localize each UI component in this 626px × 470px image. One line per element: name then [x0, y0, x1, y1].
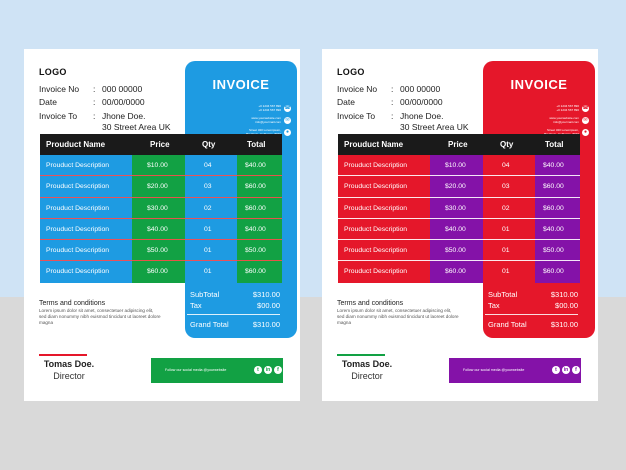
table-header: [40, 134, 282, 155]
invoice-to-name: Jhone Doe.: [102, 111, 146, 121]
mail-icon: ✉: [583, 117, 588, 124]
row-total: $60.00: [543, 204, 564, 212]
invoice-number-value: 000 00000: [102, 84, 143, 94]
terms-heading: Terms and conditions: [39, 300, 106, 307]
contact-phone: [185, 105, 291, 112]
phone-icon: ☎: [284, 105, 291, 112]
row-description: Prouduct Description: [344, 247, 408, 255]
row-total: $60.00: [245, 183, 266, 191]
twitter-icon[interactable]: t: [254, 366, 262, 374]
row-price: $20.00: [147, 183, 168, 191]
row-description: Prouduct Description: [344, 268, 408, 276]
row-description: Prouduct Description: [46, 225, 110, 233]
signature-line: [39, 354, 87, 356]
row-description: Prouduct Description: [46, 183, 110, 191]
table-row: [40, 240, 282, 261]
tax-label: Tax: [190, 301, 202, 310]
linkedin-icon[interactable]: in: [563, 367, 569, 373]
date-value: 00/00/0000: [102, 97, 145, 107]
summary-divider: [187, 314, 280, 315]
row-description: Prouduct Description: [344, 162, 408, 169]
row-description: Prouduct Description: [344, 183, 408, 191]
signer-role: Director: [53, 371, 85, 381]
subtotal-label: SubTotal: [488, 290, 518, 299]
date-value: 00/00/0000: [400, 97, 443, 107]
table-row: [338, 198, 580, 219]
colon: :: [93, 84, 96, 94]
contact-phone-text: +0 1234 567 890 +0 1234 567 890: [556, 104, 579, 112]
col-price: Price: [150, 140, 170, 149]
footer-bar: [151, 358, 283, 383]
col-product-name: Prouduct Name: [46, 140, 106, 149]
signer-name: Tomas Doe.: [341, 359, 393, 369]
item-rows: [338, 155, 580, 283]
twitter-icon[interactable]: t: [552, 366, 560, 374]
location-icon: ●: [285, 129, 290, 136]
row-price: $40.00: [445, 225, 466, 233]
row-qty: 01: [204, 247, 212, 255]
mail-icon: ✉: [285, 117, 290, 124]
contact-email: [185, 117, 291, 124]
subtotal-value: $310.00: [550, 290, 578, 299]
row-total: $60.00: [543, 183, 564, 191]
row-qty: 01: [204, 225, 212, 233]
row-total: $40.00: [543, 162, 564, 169]
facebook-icon[interactable]: f: [274, 366, 282, 374]
table-row: [40, 176, 282, 197]
row-qty: 02: [204, 204, 212, 212]
table-row: [338, 240, 580, 261]
row-description: Prouduct Description: [344, 204, 408, 212]
row-price: $40.00: [147, 225, 168, 233]
row-price: $60.00: [147, 268, 168, 276]
invoice-title: INVOICE: [510, 77, 568, 92]
table-header: [338, 134, 580, 155]
invoice-number-value: 000 00000: [400, 84, 441, 94]
row-price: $50.00: [445, 247, 466, 255]
table-row: [338, 176, 580, 197]
contact-email-text: www.yourwebsite.com info@yourmail.com: [549, 116, 579, 124]
signer-role: Director: [351, 371, 383, 381]
invoice-number-label: Invoice No: [39, 84, 80, 94]
row-qty: 01: [204, 268, 212, 276]
terms-heading: Terms and conditions: [337, 300, 404, 307]
linkedin-icon[interactable]: in: [265, 367, 271, 373]
row-qty: 01: [502, 225, 510, 233]
row-qty: 04: [502, 162, 510, 169]
invoice-title: INVOICE: [212, 77, 270, 92]
col-qty: Qty: [202, 140, 216, 149]
row-price: $30.00: [445, 204, 466, 212]
invoice-page-blue: [24, 49, 300, 401]
row-qty: 03: [204, 183, 212, 191]
phone-icon: ☎: [582, 105, 589, 112]
signature-line: [337, 354, 385, 356]
row-price: $30.00: [147, 204, 168, 212]
row-description: Prouduct Description: [46, 162, 110, 169]
contact-email-text: www.yourwebsite.com info@yourmail.com: [251, 116, 281, 124]
row-price: $10.00: [147, 162, 168, 169]
table-row: [40, 198, 282, 219]
invoice-to-address: 30 Street Area UK: [102, 122, 171, 132]
terms-body: Lorem ipsum dolor sit amet, consectetuer adipiscing elit, sed diam nonummy nibh euismod tincidunt ut laoreet dolore magna: [39, 308, 161, 325]
contact-address-text: Street 320 Loremipsum,: [546, 128, 579, 132]
row-qty: 04: [204, 162, 212, 169]
footer-bar: [449, 358, 581, 383]
col-product-name: Prouduct Name: [344, 140, 404, 149]
contact-phone: [483, 105, 589, 112]
date-label: Date: [39, 97, 57, 107]
table-row: [338, 219, 580, 240]
table-row: [40, 261, 282, 282]
row-total: $50.00: [543, 247, 564, 255]
invoice-to-label: Invoice To: [337, 111, 376, 121]
row-total: $60.00: [245, 268, 266, 276]
table-row: [40, 219, 282, 240]
footer-text: Follow our social media @yourwebsite: [165, 368, 227, 372]
signer-name: Tomas Doe.: [43, 359, 95, 369]
terms-body: Lorem ipsum dolor sit amet, consectetuer adipiscing elit, sed diam nonummy nibh euismod tincidunt ut laoreet dolore magna: [337, 308, 459, 325]
grand-total-value: $310.00: [252, 320, 280, 329]
invoice-page-red: [322, 49, 598, 401]
invoice-to-name: Jhone Doe.: [400, 111, 444, 121]
colon: :: [93, 97, 96, 107]
table-row: [40, 155, 282, 176]
summary-divider: [485, 314, 578, 315]
colon: :: [93, 111, 96, 121]
logo: LOGO: [39, 67, 67, 77]
row-qty: 03: [502, 183, 510, 191]
row-price: $20.00: [445, 183, 466, 191]
colon: :: [391, 111, 394, 121]
col-total: Total: [545, 140, 564, 149]
logo: LOGO: [337, 67, 365, 77]
row-description: Prouduct Description: [46, 204, 110, 212]
row-total: $40.00: [245, 162, 266, 169]
grand-total-value: $310.00: [550, 320, 578, 329]
tax-value: $00.00: [257, 301, 280, 310]
row-qty: 02: [502, 204, 510, 212]
row-qty: 01: [502, 247, 510, 255]
contact-email: [483, 117, 589, 124]
row-description: Prouduct Description: [46, 268, 110, 276]
table-row: [338, 261, 580, 282]
table-row: [338, 155, 580, 176]
invoice-to-address: 30 Street Area UK: [400, 122, 469, 132]
row-total: $60.00: [245, 204, 266, 212]
grand-total-label: Grand Total: [190, 320, 229, 329]
contact-phone-text: +0 1234 567 890 +0 1234 567 890: [258, 104, 281, 112]
footer-text: Follow our social media @yourwebsite: [463, 368, 525, 372]
col-total: Total: [247, 140, 266, 149]
subtotal-label: SubTotal: [190, 290, 220, 299]
row-total: $60.00: [543, 268, 564, 276]
colon: :: [391, 84, 394, 94]
tax-label: Tax: [488, 301, 500, 310]
col-qty: Qty: [500, 140, 514, 149]
date-label: Date: [337, 97, 355, 107]
row-total: $40.00: [245, 225, 266, 233]
grand-total-label: Grand Total: [488, 320, 527, 329]
row-price: $50.00: [147, 247, 168, 255]
row-price: $10.00: [445, 162, 466, 169]
invoice-number-label: Invoice No: [337, 84, 378, 94]
row-qty: 01: [502, 268, 510, 276]
subtotal-value: $310.00: [252, 290, 280, 299]
col-price: Price: [448, 140, 468, 149]
tax-value: $00.00: [555, 301, 578, 310]
invoice-to-label: Invoice To: [39, 111, 78, 121]
colon: :: [391, 97, 394, 107]
location-icon: ●: [583, 129, 588, 136]
row-price: $60.00: [445, 268, 466, 276]
item-rows: [40, 155, 282, 283]
row-description: Prouduct Description: [46, 247, 110, 255]
row-total: $40.00: [543, 225, 564, 233]
contact-address-text: Street 320 Loremipsum,: [248, 128, 281, 132]
row-description: Prouduct Description: [344, 225, 408, 233]
row-total: $50.00: [245, 247, 266, 255]
facebook-icon[interactable]: f: [572, 366, 580, 374]
